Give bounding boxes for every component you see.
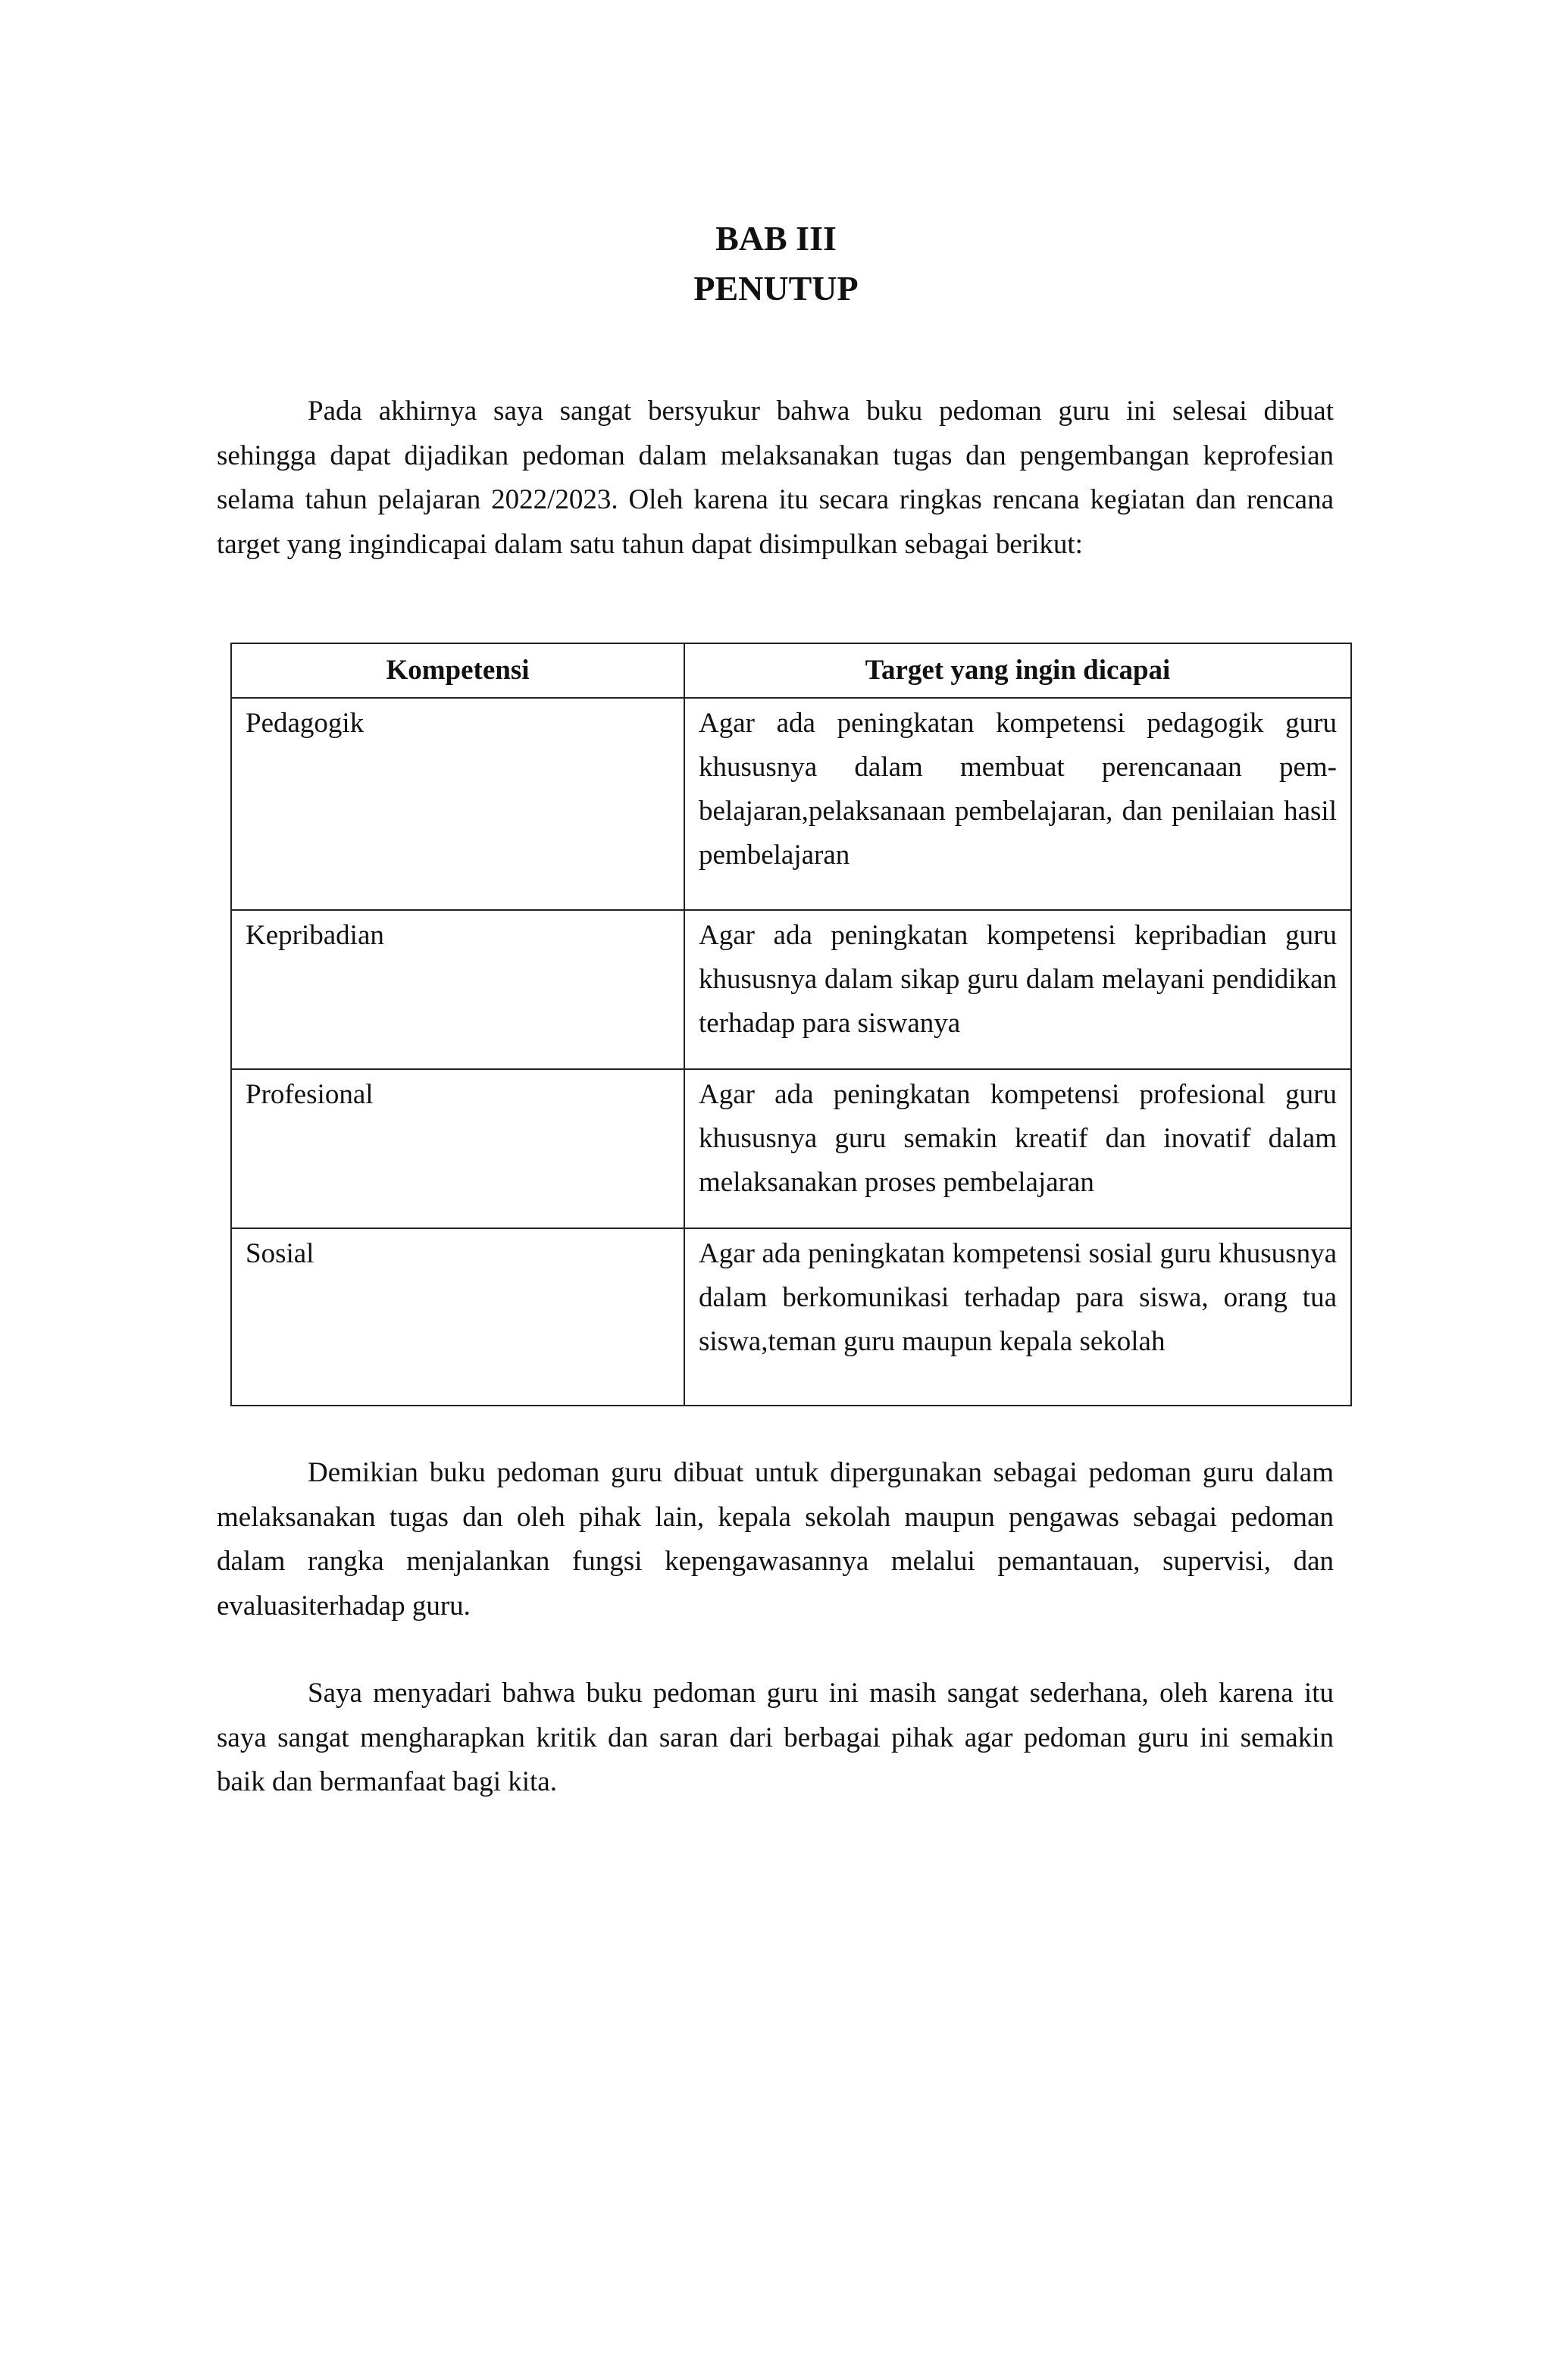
table-header-row [231,643,1351,698]
closing-paragraph-1: Demikian buku pedoman guru dibuat untuk dipergunakan sebagai pedoman guru dalam melaksanakan tugas dan oleh pihak lain, kepala sekolah maupun pengawas sebagai pedoman dalam rangka menjalankan fungsi kepengawasannya melalui pemantauan, supervisi, dan evaluasiterhadap guru. [217,1457,1334,1622]
target-cell: Agar ada peningkatan kompetensi pedagogik guru khususnya dalam membuat perencanaan pem-belajaran,pelaksanaan pembelajaran, dan penilaian hasil pembelajaran [684,698,1351,910]
chapter-title: PENUTUP [693,269,859,308]
kompetensi-cell: Pedagogik [231,698,684,910]
chapter-number: BAB III [715,219,837,258]
kompetensi-cell: Profesional [231,1069,684,1228]
table-row [231,698,1351,910]
target-cell: Agar ada peningkatan kompetensi kepribadian guru khususnya dalam sikap guru dalam melayani pendidikan terhadap para siswanya [684,910,1351,1069]
intro-paragraph: Pada akhirnya saya sangat bersyukur bahwa buku pedoman guru ini selesai dibuat sehingga dapat dijadikan pedoman dalam melaksanakan tugas dan pengembangan keprofesian selama tahun pelajaran 2022/2023. Oleh karena itu secara ringkas rencana kegiatan dan rencana target yang ingindicapai dalam satu tahun dapat disimpulkan sebagai berikut: [217,396,1334,560]
header-kompetensi: Kompetensi [231,643,684,698]
closing-paragraph-2: Saya menyadari bahwa buku pedoman guru ini masih sangat sederhana, oleh karena itu saya sangat mengharapkan kritik dan saran dari berbagai pihak agar pedoman guru ini semakin baik dan bermanfaat bagi kita. [217,1678,1334,1797]
target-cell: Agar ada peningkatan kompetensi sosial guru khususnya dalam berkomunikasi terhadap para siswa, orang tua siswa,teman guru maupun kepala sekolah [684,1228,1351,1406]
kompetensi-cell: Sosial [231,1228,684,1406]
competency-table [230,643,1352,1406]
table-row [231,1069,1351,1228]
header-target: Target yang ingin dicapai [684,643,1351,698]
table-row [231,910,1351,1069]
table-row [231,1228,1351,1406]
target-cell: Agar ada peningkatan kompetensi profesional guru khususnya guru semakin kreatif dan inovatif dalam melaksanakan proses pembelajaran [684,1069,1351,1228]
kompetensi-cell: Kepribadian [231,910,684,1069]
